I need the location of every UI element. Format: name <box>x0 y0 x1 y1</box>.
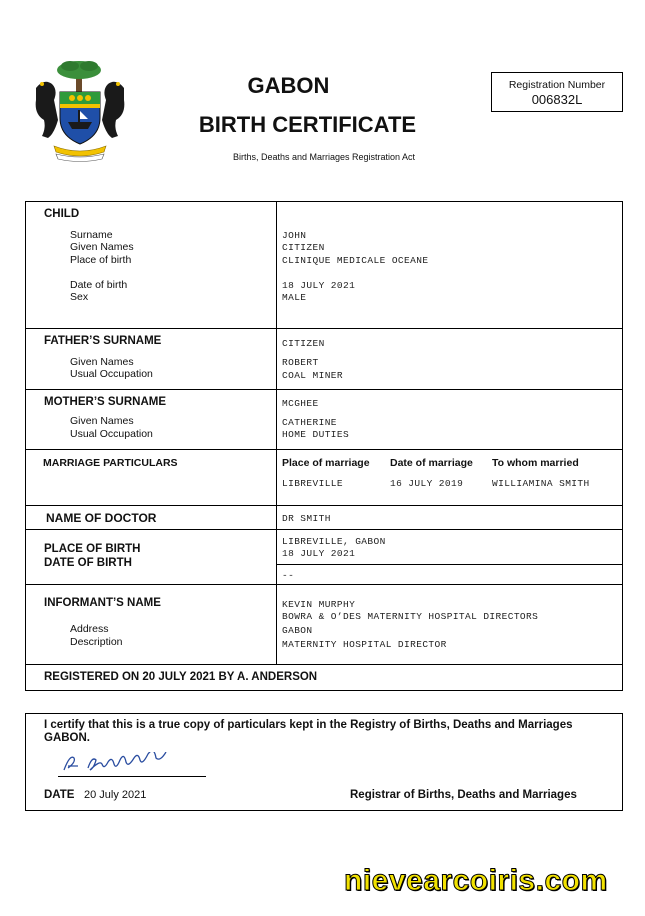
place-of-marriage-value: LIBREVILLE <box>282 478 344 489</box>
registration-act: Births, Deaths and Marriages Registration Act <box>232 152 416 162</box>
to-whom-married-value: WILLIAMINA SMITH <box>492 478 590 489</box>
registration-number-box <box>491 72 623 112</box>
to-whom-married-header: To whom married <box>492 457 579 469</box>
registered-statement: REGISTERED ON 20 JULY 2021 BY A. ANDERSON <box>44 671 318 683</box>
father-surname-heading: FATHER’S SURNAME <box>44 335 162 347</box>
child-date-of-birth-label: Date of birth <box>70 279 128 291</box>
row-divider <box>25 505 623 506</box>
row-divider <box>25 529 623 530</box>
mother-occupation-label: Usual Occupation <box>70 428 153 440</box>
informant-address-line2: GABON <box>282 625 313 636</box>
place-of-birth-value: LIBREVILLE, GABON <box>282 536 386 547</box>
mother-surname-value: MCGHEE <box>282 398 319 409</box>
child-given-names-label: Given Names <box>70 241 134 253</box>
signature-line <box>58 776 206 777</box>
date-of-marriage-value: 16 JULY 2019 <box>390 478 464 489</box>
row-divider <box>25 584 623 585</box>
doctor-heading: NAME OF DOCTOR <box>46 511 157 525</box>
child-sex-value: MALE <box>282 292 307 303</box>
father-occupation-label: Usual Occupation <box>70 368 153 380</box>
child-place-of-birth-label: Place of birth <box>70 254 132 266</box>
informant-description-value: MATERNITY HOSPITAL DIRECTOR <box>282 639 447 650</box>
row-divider <box>25 449 623 450</box>
child-heading: CHILD <box>44 208 80 220</box>
doctor-name-value: DR SMITH <box>282 513 331 524</box>
father-given-names-value: ROBERT <box>282 357 319 368</box>
place-of-marriage-header: Place of marriage <box>282 457 370 469</box>
row-divider <box>25 389 623 390</box>
date-value: 20 July 2021 <box>84 789 147 801</box>
informant-heading: INFORMANT’S NAME <box>44 597 161 609</box>
date-label: DATE <box>44 789 75 801</box>
informant-description-label: Description <box>70 636 123 648</box>
watermark-text: nievearcoiris.com <box>344 864 608 897</box>
document-title: BIRTH CERTIFICATE <box>198 112 417 137</box>
registration-number: 006832L <box>531 92 583 107</box>
registration-number-label: Registration Number <box>508 79 606 91</box>
table-column-divider <box>276 201 277 664</box>
informant-name-value: KEVIN MURPHY <box>282 599 356 610</box>
father-given-names-label: Given Names <box>70 356 134 368</box>
child-given-names-value: CITIZEN <box>282 242 325 253</box>
row-divider <box>25 328 623 329</box>
father-surname-value: CITIZEN <box>282 338 325 349</box>
mother-given-names-label: Given Names <box>70 415 134 427</box>
date-of-marriage-header: Date of marriage <box>390 457 473 469</box>
coat-of-arms-icon <box>26 58 134 162</box>
place-of-birth-heading: PLACE OF BIRTH <box>44 543 141 555</box>
father-occupation-value: COAL MINER <box>282 370 344 381</box>
child-surname-label: Surname <box>70 229 113 241</box>
registrar-title: Registrar of Births, Deaths and Marriages <box>350 789 577 801</box>
mother-surname-heading: MOTHER’S SURNAME <box>44 396 167 408</box>
marriage-particulars-heading: MARRIAGE PARTICULARS <box>43 457 178 469</box>
date-of-birth-value: 18 JULY 2021 <box>282 548 356 559</box>
row-divider <box>25 664 623 665</box>
informant-address-label: Address <box>70 623 109 635</box>
country-title: GABON <box>247 73 330 98</box>
date-of-birth-heading: DATE OF BIRTH <box>44 557 132 569</box>
certification-text: I certify that this is a true copy of particulars kept in the Registry of Births, Deaths and Marriages GABON. <box>44 719 573 744</box>
informant-address-line1: BOWRA & O’DES MATERNITY HOSPITAL DIRECTORS <box>282 611 539 622</box>
mother-given-names-value: CATHERINE <box>282 417 337 428</box>
child-date-of-birth-value: 18 JULY 2021 <box>282 280 356 291</box>
signature <box>58 752 198 776</box>
child-sex-label: Sex <box>70 291 89 303</box>
birth-extra-value: -- <box>282 570 295 581</box>
child-place-of-birth-value: CLINIQUE MEDICALE OCEANE <box>282 255 429 266</box>
child-surname-value: JOHN <box>282 230 307 241</box>
row-divider <box>276 564 623 565</box>
mother-occupation-value: HOME DUTIES <box>282 429 350 440</box>
